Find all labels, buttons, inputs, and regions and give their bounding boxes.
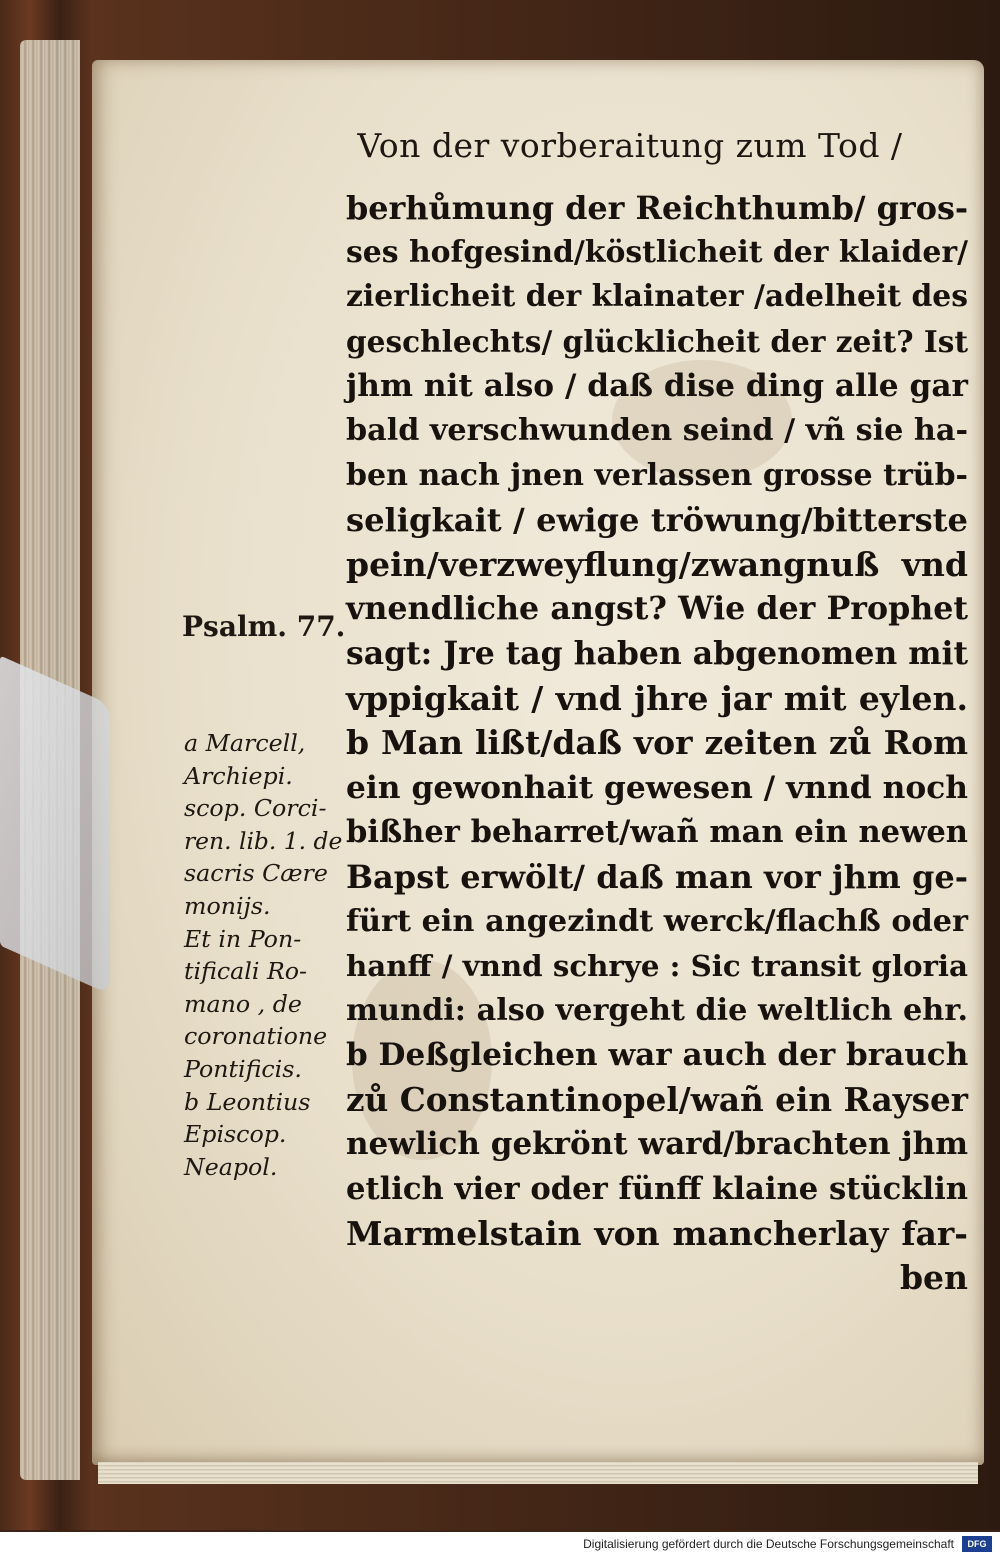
footer-credit: Digitalisierung gefördert durch die Deutsche Forschungsgemeinschaft [583,1537,954,1551]
margin-note-line: sacris Cære [184,859,328,888]
running-head: Von der vorberaitung zum Tod / [357,126,903,165]
text-line: Marmelstain von mancherlay far- [346,1213,968,1253]
margin-note-line: Pontificis. [184,1054,302,1083]
text-line: pein/verzweyflung/zwangnuß vnd [346,544,968,584]
margin-note-line: tificali Ro- [184,957,308,986]
body-text [346,186,968,1301]
page-edges-bottom [98,1462,978,1484]
text-line: hanff / vnnd schrye : Sic transit gloria [346,949,968,984]
text-line: geschlechts/ glücklicheit der zeit? Ist [346,323,968,359]
text-line: bißher beharret/wañ man ein newen [346,814,968,851]
text-line: vppigkait / vnd jhre jar mit eylen. [346,678,968,718]
margin-note-line: ren. lib. 1. de [184,826,343,855]
text-line: bald verschwunden seind / vñ sie ha- [346,412,969,448]
margin-note-line: Episcop. [184,1120,287,1149]
text-line: mundi: also vergeht die weltlich ehr. [346,992,968,1028]
text-line: vnendliche angst? Wie der Prophet [346,590,968,628]
margin-note-line: mano , de [184,989,302,1018]
margin-note-line: Et in Pon- [184,924,302,953]
margin-note-line: monijs. [184,891,271,920]
margin-notes [184,727,344,1183]
text-line: zů Constantinopel/wañ ein Rayser [346,1079,968,1119]
text-line: b Deßgleichen war auch der brauch [346,1037,969,1074]
margin-note-line: Neapol. [184,1152,278,1181]
text-line: Bapst erwölt/ daß man vor jhm ge- [346,857,968,896]
catchword: ben [899,1258,968,1298]
text-line: b Man lißt/daß vor zeiten zů Rom [346,723,968,763]
text-line: ein gewonhait gewesen / vnnd noch [346,769,968,806]
bookmark-strip [0,656,110,995]
text-line: newlich gekrönt ward/brachten jhm [346,1126,968,1163]
text-line: sagt: Jre tag haben abgenomen mit [346,634,968,672]
margin-note-line: b Leontius [184,1087,311,1116]
margin-note-line: scop. Corci- [184,794,327,823]
text-line: seligkait / ewige tröwung/bitterste [346,501,968,540]
text-line: berhůmung der Reichthumb/ gros- [346,189,969,227]
text-line: zierlicheit der klainater /adelheit des [346,279,968,315]
margin-note-line: coronatione [184,1022,328,1051]
text-line: fürt ein angezindt werck/flachß oder [346,903,968,939]
text-line: etlich vier oder fünff klaine stücklin [346,1171,968,1208]
text-line: ses hofgesind/köstlicheit der klaider/ [346,234,968,270]
dfg-logo: DFG [962,1536,992,1552]
text-line: jhm nit also / daß dise ding alle gar [346,368,968,405]
margin-note-psalm: Psalm. 77. [182,610,346,643]
margin-note-line: a Marcell, [184,729,306,757]
text-line: ben nach jnen verlassen grosse trüb- [346,457,968,493]
margin-note-line: Archiepi. [184,761,293,790]
